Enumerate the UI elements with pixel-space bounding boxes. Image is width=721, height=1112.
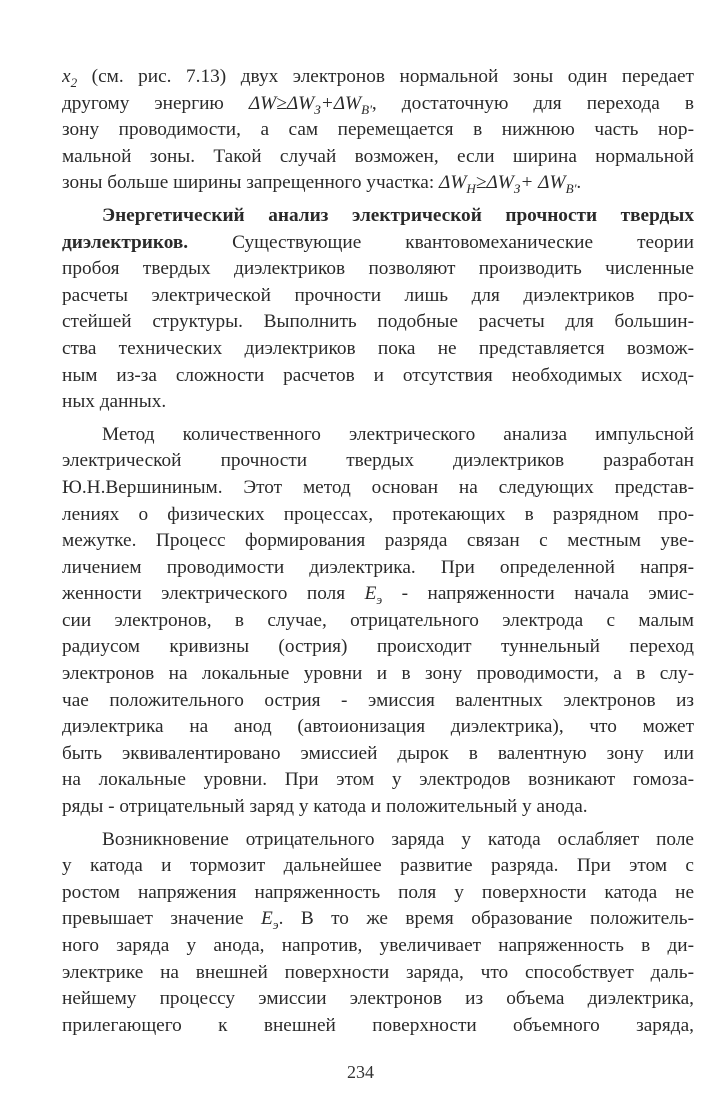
- subscript: B': [361, 101, 372, 117]
- text-run: +: [320, 92, 334, 114]
- text-line: [62, 741, 694, 768]
- text-run: другому энергию: [62, 92, 249, 114]
- text-run: радиусом кривизны (острия) происходит туннельный переход: [62, 636, 694, 658]
- subscript: З: [513, 181, 521, 197]
- text-run: Ю.Н.Вершининым. Этот метод основан на следующих представ-: [62, 476, 694, 498]
- text-run: межутке. Процесс формирования разряда связан с местным уве-: [62, 530, 694, 552]
- text-line: [62, 608, 694, 635]
- text-run: зоны больше ширины запрещенного участка:: [62, 172, 439, 194]
- text-run: электрической прочности твердых диэлектриков разработан: [62, 450, 694, 472]
- text-run: ным из-за сложности расчетов и отсутствия необходимых исход-: [62, 364, 694, 386]
- text-line: [62, 64, 694, 91]
- text-line: [62, 528, 694, 555]
- text-line: [62, 309, 694, 336]
- text-run: ΔW: [333, 92, 362, 114]
- text-run: +: [520, 172, 539, 194]
- text-run: x: [62, 66, 71, 87]
- text-run: женности электрического поля: [62, 583, 365, 605]
- text-run: на локальные уровни. При этом у электродов возникают гомоза-: [62, 769, 694, 791]
- subscript: э: [376, 592, 383, 608]
- text-line: [62, 767, 694, 794]
- text-line: [62, 986, 694, 1013]
- text-line: [62, 170, 694, 197]
- text-line: [62, 880, 694, 907]
- text-run: превышает значение: [62, 908, 261, 930]
- text-run: ного заряда у анода, напротив, увеличивает напряженность в ди-: [62, 935, 694, 956]
- text-run: мальной зоны. Такой случай возможен, если ширина нормальной: [62, 145, 694, 167]
- text-run: Возникновение отрицательного заряда у катода ослабляет поле: [102, 828, 694, 850]
- text-line: [62, 714, 694, 741]
- text-run: ства технических диэлектриков пока не представляется возмож-: [62, 337, 694, 359]
- text-run: у катода и тормозит дальнейшее развитие разряда. При этом с: [62, 855, 694, 877]
- text-line: [62, 117, 694, 144]
- subscript: 2: [70, 74, 78, 90]
- text-run: прилегающего к внешней поверхности объемного заряда,: [62, 1014, 694, 1036]
- text-run: диэлектриков.: [62, 231, 189, 253]
- text-run: (см. рис. 7.13) двух электронов нормальной зоны один передает: [77, 66, 694, 87]
- text-run: , достаточную для перехода в: [371, 92, 694, 114]
- text-run: электрике на внешней поверхности заряда, что способствует даль-: [62, 961, 694, 983]
- text-run: сии электронов, в случае, отрицательного электрода с малым: [62, 609, 694, 631]
- paragraph: [62, 422, 694, 821]
- text-run: чае положительного острия - эмиссия валентных электронов из: [62, 689, 694, 711]
- text-line: [62, 144, 694, 171]
- subscript: B': [565, 181, 577, 197]
- text-line: [62, 448, 694, 475]
- text-run: электронов на локальные уровни и в зону проводимости, а в слу-: [62, 663, 694, 685]
- subscript: H: [466, 181, 476, 197]
- text-line: [62, 422, 694, 449]
- text-run: .: [576, 172, 582, 194]
- text-line: [62, 933, 694, 960]
- paragraph: [62, 64, 694, 197]
- text-run: стейшей структуры. Выполнить подобные расчеты для большин-: [62, 311, 694, 333]
- subscript: э: [272, 917, 279, 933]
- text-line: [62, 389, 694, 416]
- text-run: пробоя твердых диэлектриков позволяют производить численные: [62, 258, 694, 280]
- text-run: нейшему процессу эмиссии электронов из объема диэлектрика,: [62, 988, 694, 1010]
- text-run: . В то же время образование положитель-: [278, 908, 694, 930]
- text-run: - напряженности начала эмис-: [382, 583, 694, 605]
- text-line: [62, 634, 694, 661]
- text-line: [62, 475, 694, 502]
- page-number: 234: [347, 1062, 374, 1082]
- text-line: [62, 581, 694, 608]
- text-run: зону проводимости, а сам перемещается в нижнюю часть нор-: [62, 119, 694, 141]
- text-line: [62, 363, 694, 390]
- text-run: ΔW: [439, 172, 467, 194]
- text-line: [62, 827, 694, 854]
- text-run: ных данных.: [62, 391, 167, 413]
- text-line: [62, 853, 694, 880]
- text-line: [62, 1013, 694, 1040]
- text-run: личением проводимости диэлектрика. При определенной напря-: [62, 556, 694, 578]
- text-run: Метод количественного электрического анализа импульсной: [102, 423, 694, 445]
- text-line: [62, 203, 694, 230]
- text-line: [62, 960, 694, 987]
- text-run: ≥ΔW: [475, 172, 514, 194]
- text-run: лениях о физических процессах, протекающих в разрядном про-: [62, 503, 694, 525]
- text-line: [62, 336, 694, 363]
- text-run: ΔW≥ΔW: [248, 92, 315, 114]
- text-line: [62, 555, 694, 582]
- text-run: Энергетический анализ электрической прочности твердых: [102, 204, 694, 226]
- text-line: [62, 230, 694, 257]
- text-run: быть эквивалентировано эмиссией дырок в валентную зону или: [62, 742, 694, 764]
- text-run: расчеты электрической прочности лишь для диэлектриков про-: [62, 284, 694, 306]
- text-line: [62, 502, 694, 529]
- text-run: Существующие квантовомеханические теории: [188, 231, 694, 253]
- text-run: E: [261, 908, 273, 930]
- paragraph: [62, 827, 694, 1040]
- text-run: ΔW: [538, 172, 566, 194]
- text-run: ряды - отрицательный заряд у катода и положительный у анода.: [62, 796, 588, 818]
- text-run: E: [364, 583, 377, 605]
- text-line: [62, 91, 694, 118]
- text-line: [62, 794, 694, 821]
- subscript: З: [314, 101, 321, 117]
- text-line: [62, 661, 694, 688]
- body-text: [62, 64, 694, 1045]
- text-line: [62, 906, 694, 933]
- text-run: ростом напряжения напряженность поля у поверхности катода не: [62, 881, 694, 903]
- text-line: [62, 283, 694, 310]
- text-line: [62, 256, 694, 283]
- paragraph: [62, 203, 694, 416]
- text-run: диэлектрика на анод (автоионизация диэлектрика), что может: [62, 716, 694, 738]
- text-line: [62, 688, 694, 715]
